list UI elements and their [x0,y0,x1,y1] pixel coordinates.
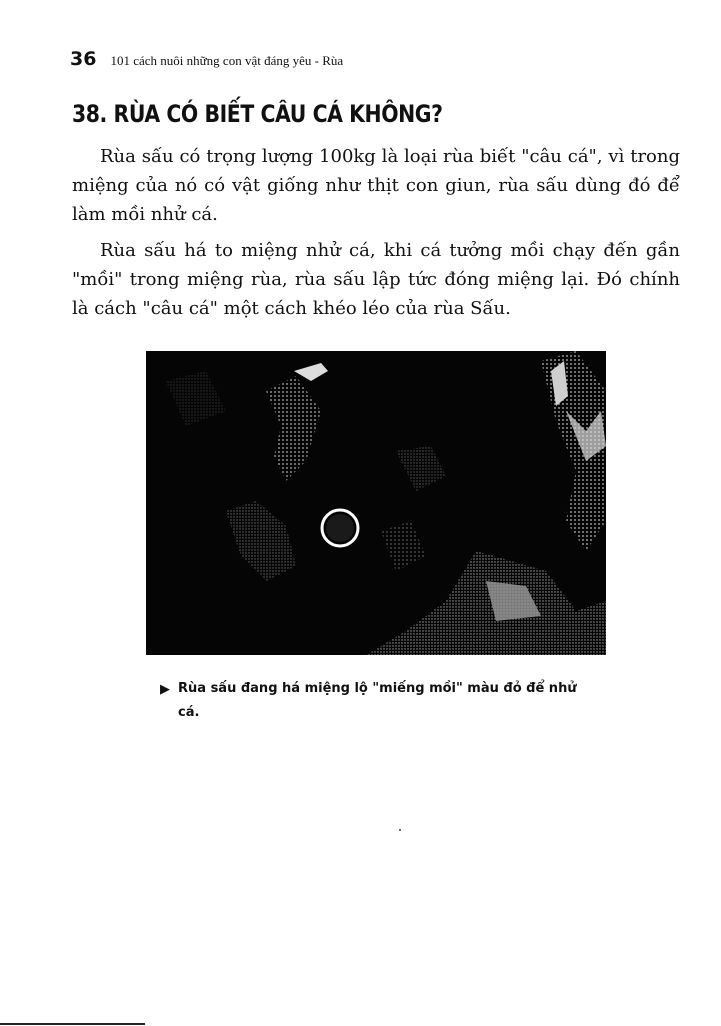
bottom-rule [0,1023,145,1025]
scan-speck [399,829,401,831]
figure-caption [160,677,600,725]
body-paragraph-1: Rùa sấu có trọng lượng 100kg là loại rùa biết "câu cá", vì trong miệng của nó có vật giống như thịt con giun, rùa sấu dùng đó để làm mồi nhử cá. [72,146,680,225]
page-number: 36 [70,48,97,70]
body-paragraph-2: Rùa sấu há to miệng nhử cá, khi cá tưởng mồi chạy đến gần "mồi" trong miệng rùa, rùa sấu lập tức đóng miệng lại. Đó chính là cách "câu cá" một cách khéo léo của rùa Sấu. [72,240,680,319]
caption-text: Rùa sấu đang há miệng lộ "miếng mồi" màu đỏ để nhử cá. [178,681,577,720]
section-title: 38. RÙA CÓ BIẾT CÂU CÁ KHÔNG? [72,100,443,128]
running-title: 101 cách nuôi những con vật đáng yêu - Rùa [110,53,344,68]
page-header [70,48,343,70]
turtle-photo [146,351,606,655]
triangle-bullet-icon: ▶ [160,682,170,697]
